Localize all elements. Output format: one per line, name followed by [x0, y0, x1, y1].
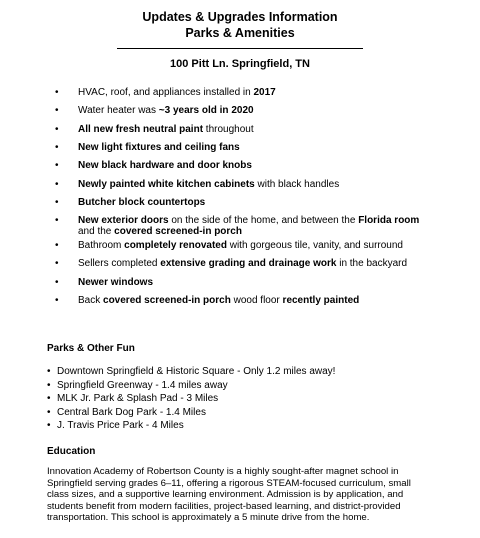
title-line-1: Updates & Upgrades Information: [142, 10, 338, 24]
bullet-icon: •: [55, 277, 59, 288]
update-item-text: [78, 160, 423, 171]
update-item-text: [78, 295, 423, 306]
bullet-icon: •: [55, 160, 59, 171]
bullet-icon: •: [55, 142, 59, 153]
park-item-text: Central Bark Dog Park - 1.4 Miles: [57, 406, 206, 418]
bold-text: Florida room: [358, 215, 420, 226]
title-line-2: Parks & Amenities: [185, 26, 295, 40]
bold-text: extensive grading and drainage work: [160, 258, 337, 269]
bold-text: Butcher block countertops: [78, 197, 206, 208]
bullet-icon: •: [55, 197, 59, 208]
bold-text: Newly painted white kitchen cabinets: [78, 179, 255, 190]
education-heading: Education: [47, 446, 96, 457]
bold-text: completely renovated: [124, 240, 227, 251]
update-item-text: [78, 277, 423, 288]
parks-heading: Parks & Other Fun: [47, 343, 135, 354]
text-segment: Water heater was: [78, 105, 159, 116]
bold-text: All new fresh neutral paint: [78, 124, 204, 135]
park-item-text: Downtown Springfield & Historic Square - Only 1.2 miles away!: [57, 366, 336, 377]
bullet-icon: •: [55, 87, 59, 98]
bullet-icon: •: [55, 105, 59, 116]
text-segment: HVAC, roof, and appliances installed in: [78, 87, 254, 98]
update-item-text: [78, 258, 423, 269]
document-title: [0, 9, 480, 41]
update-item-text: [78, 215, 423, 237]
update-item-text: [78, 105, 423, 116]
bullet-icon: •: [55, 240, 59, 251]
bullet-icon: •: [47, 406, 51, 418]
park-item-text: Springfield Greenway - 1.4 miles away: [57, 379, 228, 391]
bullet-icon: •: [55, 124, 59, 135]
update-item-text: [78, 142, 423, 153]
property-address: 100 Pitt Ln. Springfield, TN: [170, 58, 310, 70]
bullet-icon: •: [47, 366, 51, 377]
text-segment: in the backyard: [336, 258, 408, 269]
bullet-icon: •: [55, 179, 59, 190]
text-segment: with gorgeous tile, vanity, and surround: [226, 240, 403, 251]
education-paragraph: Innovation Academy of Robertson County is a highly sought-after magnet school in Springfield serving grades 6–11, offering a rigorous STEAM-focused curriculum, small class sizes, and a supportive learning environment. Admission is by application, and students benefit from modern facilities, project-based learning, and district-provided transportation. This school is approximately a 5 minute drive from the home.: [47, 466, 411, 523]
update-item-text: [78, 179, 423, 190]
bullet-icon: •: [55, 215, 59, 226]
bold-text: 2017: [253, 87, 276, 98]
text-segment: wood floor: [230, 295, 283, 306]
bold-text: New black hardware and door knobs: [78, 160, 252, 171]
bold-text: New light fixtures and ceiling fans: [78, 142, 240, 153]
bullet-icon: •: [47, 393, 51, 404]
update-item-text: [78, 124, 423, 135]
text-segment: throughout: [203, 124, 254, 135]
bold-text: covered screened-in porch: [114, 226, 242, 237]
text-segment: with black handles: [254, 179, 340, 190]
bullet-icon: •: [47, 379, 51, 391]
bullet-icon: •: [55, 258, 59, 269]
bold-text: ~3 years old in 2020: [158, 105, 254, 116]
bold-text: recently painted: [282, 295, 360, 306]
text-segment: Back: [78, 295, 104, 306]
text-segment: Sellers completed: [78, 258, 161, 269]
bold-text: New exterior doors: [78, 215, 169, 226]
text-segment: Bathroom: [78, 240, 125, 251]
bold-text: covered screened-in porch: [103, 295, 231, 306]
text-segment: and the: [78, 226, 115, 237]
update-item-text: [78, 197, 423, 208]
bullet-icon: •: [47, 420, 51, 431]
title-divider: [117, 48, 363, 49]
update-item-text: [78, 87, 423, 98]
text-segment: on the side of the home, and between the: [168, 215, 359, 226]
park-item-text: J. Travis Price Park - 4 Miles: [57, 420, 184, 431]
park-item-text: MLK Jr. Park & Splash Pad - 3 Miles: [57, 393, 219, 404]
bold-text: Newer windows: [78, 277, 154, 288]
bullet-icon: •: [55, 295, 59, 306]
update-item-text: [78, 240, 423, 251]
